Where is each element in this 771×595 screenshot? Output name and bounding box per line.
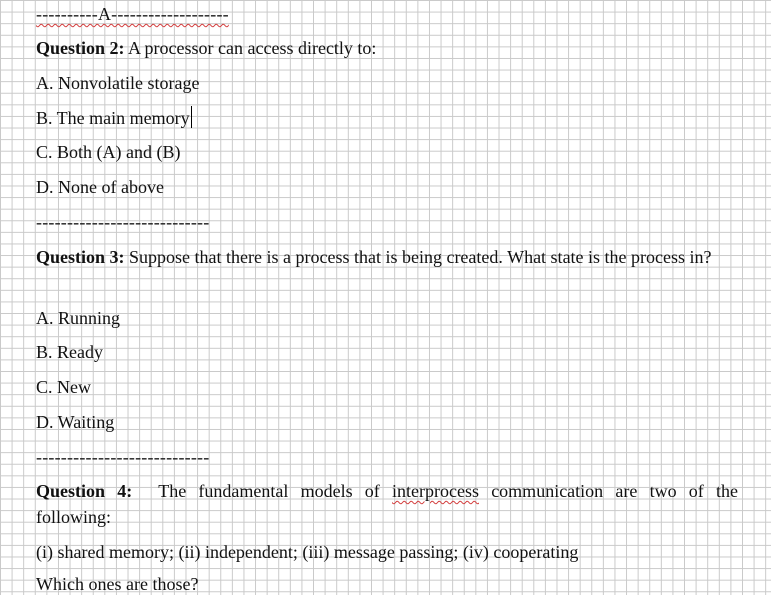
question-4-next-line: Which ones are those? [36, 574, 199, 594]
question-3-stem [36, 244, 738, 270]
answer-separator [36, 3, 229, 25]
question-2-label: Question 2: [36, 38, 125, 58]
question-3-text: Suppose that there is a process that is being created. What state is the process in? [129, 247, 712, 267]
question-2-option-b [36, 106, 192, 129]
question-4-choices: (i) shared memory; (ii) independent; (iii) message passing; (iv) cooperating [36, 542, 579, 562]
question-4-text-before: The fundamental models of [158, 481, 393, 501]
question-2-text: A processor can access directly to: [128, 38, 377, 58]
question-2-stem [36, 37, 376, 59]
question-2-option-d: D. None of above [36, 177, 164, 197]
answer-marker-text: ----------A------------------- [36, 4, 229, 24]
text-cursor [191, 106, 192, 128]
separator-after-question-2: ---------------------------- [36, 212, 210, 232]
question-3-option-c: C. New [36, 377, 91, 397]
question-3-option-b: B. Ready [36, 342, 103, 362]
question-3-option-a: A. Running [36, 308, 121, 328]
question-2-option-a: A. Nonvolatile storage [36, 73, 200, 93]
question-3-option-d: D. Waiting [36, 412, 115, 432]
question-4-text-after: communication are two of the following: [36, 481, 738, 527]
question-4-label: Question 4: [36, 481, 133, 501]
question-2-option-c: C. Both (A) and (B) [36, 142, 181, 162]
question-4-stem [36, 478, 738, 530]
question-2-option-b-text: B. The main memory [36, 108, 190, 128]
question-3-label: Question 3: [36, 247, 125, 267]
separator-after-question-3: ---------------------------- [36, 447, 210, 467]
question-4-misspelled-word: interprocess [392, 481, 479, 501]
